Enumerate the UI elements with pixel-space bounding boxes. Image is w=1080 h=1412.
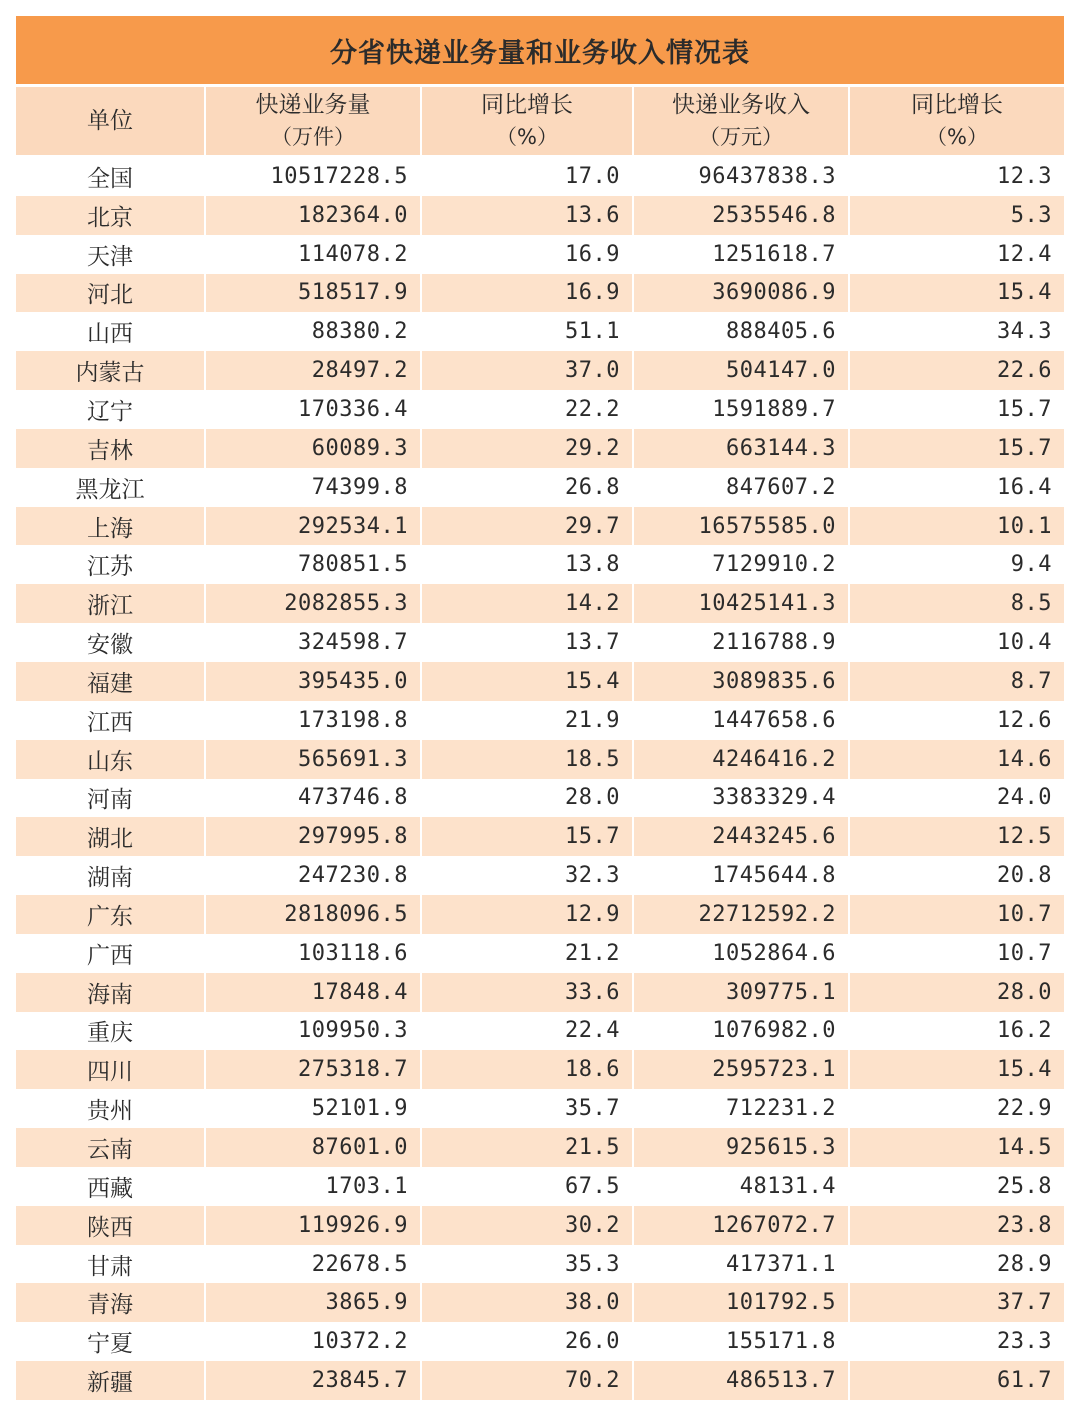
cell-revenue-growth: 24.0: [849, 779, 1064, 818]
cell-region: 广东: [16, 895, 205, 934]
header-volume: [205, 87, 421, 156]
cell-volume: 3865.9: [205, 1283, 421, 1322]
cell-region: 辽宁: [16, 390, 205, 429]
express-stats-table-container: [16, 16, 1064, 1400]
cell-volume: 17848.4: [205, 973, 421, 1012]
table-row: [16, 507, 1064, 546]
cell-revenue: 2443245.6: [633, 817, 849, 856]
cell-volume: 22678.5: [205, 1245, 421, 1284]
cell-revenue-growth: 61.7: [849, 1361, 1064, 1400]
table-row: [16, 817, 1064, 856]
cell-volume-growth: 67.5: [421, 1167, 633, 1206]
cell-revenue: 486513.7: [633, 1361, 849, 1400]
cell-region: 黑龙江: [16, 468, 205, 507]
table-row: [16, 312, 1064, 351]
cell-region: 宁夏: [16, 1322, 205, 1361]
cell-revenue-growth: 12.4: [849, 235, 1064, 274]
cell-volume-growth: 26.0: [421, 1322, 633, 1361]
header-unit: （万元）: [699, 125, 783, 149]
table-row: [16, 934, 1064, 973]
cell-volume: 395435.0: [205, 662, 421, 701]
table-row: [16, 701, 1064, 740]
cell-volume: 182364.0: [205, 196, 421, 235]
header-revenue: [633, 87, 849, 156]
cell-revenue: 10425141.3: [633, 584, 849, 623]
cell-revenue: 1251618.7: [633, 235, 849, 274]
cell-region: 江西: [16, 701, 205, 740]
cell-region: 陕西: [16, 1206, 205, 1245]
table-row: [16, 545, 1064, 584]
cell-volume-growth: 35.3: [421, 1245, 633, 1284]
cell-volume-growth: 30.2: [421, 1206, 633, 1245]
cell-volume: 87601.0: [205, 1128, 421, 1167]
cell-revenue: 1591889.7: [633, 390, 849, 429]
cell-revenue-growth: 23.3: [849, 1322, 1064, 1361]
table-row: [16, 196, 1064, 235]
cell-volume: 170336.4: [205, 390, 421, 429]
table-row: [16, 1128, 1064, 1167]
table-row: [16, 895, 1064, 934]
table-row: [16, 1322, 1064, 1361]
cell-revenue-growth: 14.5: [849, 1128, 1064, 1167]
table-row: [16, 1361, 1064, 1400]
cell-volume: 1703.1: [205, 1167, 421, 1206]
cell-volume-growth: 18.5: [421, 740, 633, 779]
cell-revenue: 309775.1: [633, 973, 849, 1012]
cell-region: 北京: [16, 196, 205, 235]
table-row: [16, 1167, 1064, 1206]
cell-revenue-growth: 15.7: [849, 390, 1064, 429]
cell-volume: 518517.9: [205, 274, 421, 313]
cell-revenue-growth: 5.3: [849, 196, 1064, 235]
cell-region: 湖北: [16, 817, 205, 856]
cell-volume-growth: 21.2: [421, 934, 633, 973]
cell-revenue-growth: 37.7: [849, 1283, 1064, 1322]
cell-revenue: 925615.3: [633, 1128, 849, 1167]
header-label: 同比增长: [481, 92, 573, 118]
cell-volume-growth: 22.2: [421, 390, 633, 429]
cell-revenue-growth: 10.1: [849, 507, 1064, 546]
table-row: [16, 274, 1064, 313]
cell-region: 甘肃: [16, 1245, 205, 1284]
cell-revenue: 3383329.4: [633, 779, 849, 818]
cell-volume: 2818096.5: [205, 895, 421, 934]
table-title: 分省快递业务量和业务收入情况表: [16, 16, 1064, 87]
cell-revenue-growth: 8.5: [849, 584, 1064, 623]
cell-revenue-growth: 22.6: [849, 351, 1064, 390]
cell-region: 安徽: [16, 623, 205, 662]
cell-revenue-growth: 20.8: [849, 856, 1064, 895]
cell-volume: 565691.3: [205, 740, 421, 779]
header-unit: （%）: [496, 125, 558, 149]
cell-revenue: 48131.4: [633, 1167, 849, 1206]
cell-region: 浙江: [16, 584, 205, 623]
cell-volume: 473746.8: [205, 779, 421, 818]
cell-volume: 103118.6: [205, 934, 421, 973]
cell-revenue: 663144.3: [633, 429, 849, 468]
cell-volume: 275318.7: [205, 1050, 421, 1089]
cell-revenue-growth: 10.7: [849, 895, 1064, 934]
cell-volume: 173198.8: [205, 701, 421, 740]
cell-revenue-growth: 22.9: [849, 1089, 1064, 1128]
table-row: [16, 1012, 1064, 1051]
cell-volume: 119926.9: [205, 1206, 421, 1245]
cell-volume-growth: 16.9: [421, 235, 633, 274]
cell-region: 山西: [16, 312, 205, 351]
cell-volume-growth: 12.9: [421, 895, 633, 934]
cell-volume: 109950.3: [205, 1012, 421, 1051]
cell-volume-growth: 35.7: [421, 1089, 633, 1128]
header-label: 快递业务收入: [672, 92, 810, 118]
cell-revenue: 2535546.8: [633, 196, 849, 235]
cell-revenue-growth: 15.7: [849, 429, 1064, 468]
cell-revenue: 7129910.2: [633, 545, 849, 584]
cell-revenue-growth: 14.6: [849, 740, 1064, 779]
table-row: [16, 740, 1064, 779]
cell-revenue: 155171.8: [633, 1322, 849, 1361]
cell-revenue-growth: 16.4: [849, 468, 1064, 507]
cell-volume: 28497.2: [205, 351, 421, 390]
cell-volume-growth: 18.6: [421, 1050, 633, 1089]
cell-revenue: 22712592.2: [633, 895, 849, 934]
table-body: [16, 156, 1064, 1400]
table-row: [16, 779, 1064, 818]
cell-revenue-growth: 28.0: [849, 973, 1064, 1012]
cell-revenue-growth: 25.8: [849, 1167, 1064, 1206]
cell-volume-growth: 29.7: [421, 507, 633, 546]
cell-region: 福建: [16, 662, 205, 701]
cell-revenue-growth: 15.4: [849, 274, 1064, 313]
cell-revenue-growth: 34.3: [849, 312, 1064, 351]
cell-revenue-growth: 12.5: [849, 817, 1064, 856]
cell-volume-growth: 51.1: [421, 312, 633, 351]
cell-region: 内蒙古: [16, 351, 205, 390]
cell-region: 山东: [16, 740, 205, 779]
table-row: [16, 351, 1064, 390]
cell-volume-growth: 22.4: [421, 1012, 633, 1051]
cell-volume-growth: 17.0: [421, 156, 633, 196]
cell-volume-growth: 13.6: [421, 196, 633, 235]
cell-volume: 780851.5: [205, 545, 421, 584]
cell-region: 青海: [16, 1283, 205, 1322]
cell-volume-growth: 33.6: [421, 973, 633, 1012]
header-label: 单位: [87, 108, 133, 134]
cell-volume: 297995.8: [205, 817, 421, 856]
header-unit: （%）: [926, 125, 988, 149]
header-volume-growth: [421, 87, 633, 156]
cell-volume-growth: 29.2: [421, 429, 633, 468]
cell-volume: 114078.2: [205, 235, 421, 274]
cell-region: 西藏: [16, 1167, 205, 1206]
cell-volume: 10517228.5: [205, 156, 421, 196]
cell-volume-growth: 32.3: [421, 856, 633, 895]
cell-volume-growth: 21.5: [421, 1128, 633, 1167]
cell-revenue: 417371.1: [633, 1245, 849, 1284]
cell-volume-growth: 28.0: [421, 779, 633, 818]
cell-volume-growth: 13.7: [421, 623, 633, 662]
cell-region: 重庆: [16, 1012, 205, 1051]
table-row: [16, 856, 1064, 895]
cell-region: 吉林: [16, 429, 205, 468]
cell-revenue: 1447658.6: [633, 701, 849, 740]
cell-revenue-growth: 10.4: [849, 623, 1064, 662]
cell-revenue: 1076982.0: [633, 1012, 849, 1051]
cell-revenue: 4246416.2: [633, 740, 849, 779]
cell-region: 上海: [16, 507, 205, 546]
table-row: [16, 584, 1064, 623]
cell-revenue: 3089835.6: [633, 662, 849, 701]
cell-region: 新疆: [16, 1361, 205, 1400]
cell-volume-growth: 38.0: [421, 1283, 633, 1322]
table-row: [16, 156, 1064, 196]
cell-revenue-growth: 12.3: [849, 156, 1064, 196]
cell-volume-growth: 70.2: [421, 1361, 633, 1400]
cell-revenue: 96437838.3: [633, 156, 849, 196]
cell-revenue-growth: 10.7: [849, 934, 1064, 973]
cell-revenue-growth: 23.8: [849, 1206, 1064, 1245]
cell-region: 四川: [16, 1050, 205, 1089]
cell-region: 海南: [16, 973, 205, 1012]
cell-volume: 52101.9: [205, 1089, 421, 1128]
cell-region: 云南: [16, 1128, 205, 1167]
cell-volume-growth: 14.2: [421, 584, 633, 623]
cell-volume: 74399.8: [205, 468, 421, 507]
table-row: [16, 429, 1064, 468]
cell-revenue: 2116788.9: [633, 623, 849, 662]
table-row: [16, 1206, 1064, 1245]
cell-revenue: 1745644.8: [633, 856, 849, 895]
cell-volume: 247230.8: [205, 856, 421, 895]
cell-volume: 324598.7: [205, 623, 421, 662]
table-row: [16, 468, 1064, 507]
cell-revenue: 1052864.6: [633, 934, 849, 973]
cell-revenue-growth: 28.9: [849, 1245, 1064, 1284]
cell-region: 江苏: [16, 545, 205, 584]
cell-revenue: 504147.0: [633, 351, 849, 390]
cell-revenue: 101792.5: [633, 1283, 849, 1322]
cell-volume-growth: 15.7: [421, 817, 633, 856]
cell-volume-growth: 13.8: [421, 545, 633, 584]
cell-revenue: 16575585.0: [633, 507, 849, 546]
cell-revenue-growth: 9.4: [849, 545, 1064, 584]
cell-region: 广西: [16, 934, 205, 973]
express-stats-table: [16, 87, 1064, 1400]
cell-volume-growth: 37.0: [421, 351, 633, 390]
cell-revenue-growth: 8.7: [849, 662, 1064, 701]
header-region: [16, 87, 205, 156]
cell-volume-growth: 21.9: [421, 701, 633, 740]
cell-region: 全国: [16, 156, 205, 196]
table-row: [16, 662, 1064, 701]
cell-volume: 10372.2: [205, 1322, 421, 1361]
cell-region: 湖南: [16, 856, 205, 895]
cell-revenue: 3690086.9: [633, 274, 849, 313]
cell-volume: 60089.3: [205, 429, 421, 468]
table-row: [16, 235, 1064, 274]
table-row: [16, 1245, 1064, 1284]
cell-region: 天津: [16, 235, 205, 274]
header-label: 同比增长: [911, 92, 1003, 118]
table-header: [16, 87, 1064, 156]
cell-revenue: 712231.2: [633, 1089, 849, 1128]
table-row: [16, 623, 1064, 662]
cell-revenue: 888405.6: [633, 312, 849, 351]
cell-revenue-growth: 16.2: [849, 1012, 1064, 1051]
cell-volume: 2082855.3: [205, 584, 421, 623]
cell-volume-growth: 16.9: [421, 274, 633, 313]
table-row: [16, 1283, 1064, 1322]
table-row: [16, 390, 1064, 429]
cell-region: 河南: [16, 779, 205, 818]
cell-volume: 23845.7: [205, 1361, 421, 1400]
cell-revenue-growth: 12.6: [849, 701, 1064, 740]
cell-volume: 292534.1: [205, 507, 421, 546]
cell-revenue-growth: 15.4: [849, 1050, 1064, 1089]
cell-volume: 88380.2: [205, 312, 421, 351]
cell-volume-growth: 26.8: [421, 468, 633, 507]
table-row: [16, 1089, 1064, 1128]
cell-region: 河北: [16, 274, 205, 313]
table-row: [16, 973, 1064, 1012]
header-revenue-growth: [849, 87, 1064, 156]
cell-volume-growth: 15.4: [421, 662, 633, 701]
cell-revenue: 847607.2: [633, 468, 849, 507]
header-unit: （万件）: [271, 125, 355, 149]
header-label: 快递业务量: [255, 92, 371, 118]
cell-revenue: 2595723.1: [633, 1050, 849, 1089]
cell-region: 贵州: [16, 1089, 205, 1128]
table-row: [16, 1050, 1064, 1089]
cell-revenue: 1267072.7: [633, 1206, 849, 1245]
